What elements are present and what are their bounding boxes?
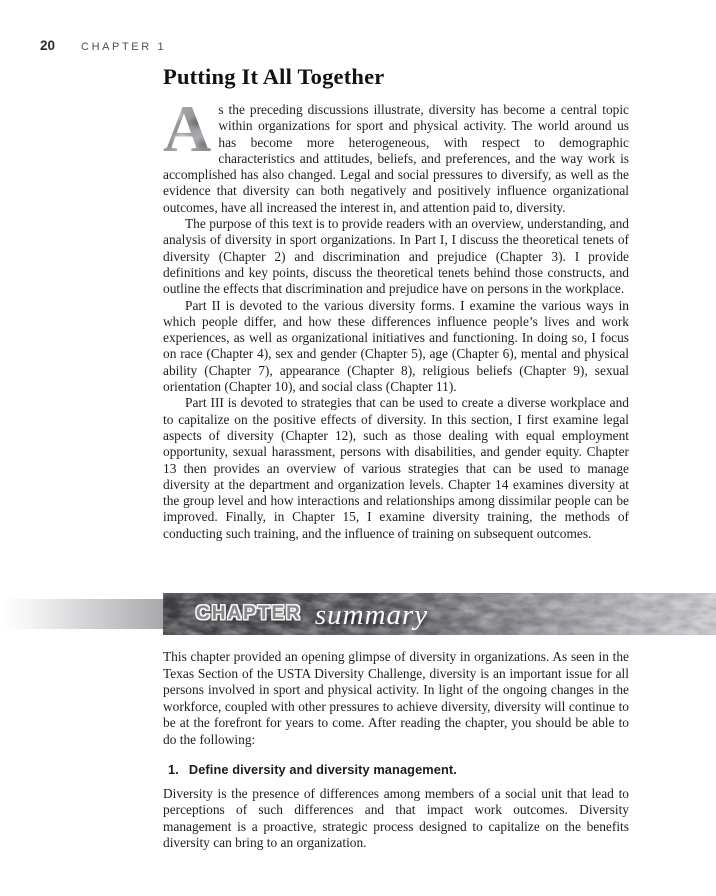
definition-paragraph: Diversity is the presence of differences among members of a social unit that lead to perceptions of such differences and that impact work outcomes. Diversity management is a proactive, strategic process designed to capitalize on the benefits diversity can bring to an organization.	[163, 785, 629, 851]
objective-number: 1.	[168, 761, 179, 777]
paragraph-1	[163, 92, 629, 216]
banner-marble-block	[163, 593, 716, 635]
banner-title	[196, 593, 428, 635]
running-head	[40, 38, 166, 53]
paragraph-2: The purpose of this text is to provide readers with an overview, understanding, and analysis of diversity in sport organizations. In Part I, I discuss the theoretical tenets of diversity (Chapter 2) and discrimination and prejudice (Chapter 3). I provide definitions and key points, discuss the theoretical tenets behind those constructs, and outline the effects that discrimination and prejudice have on persons in the workplace.	[163, 216, 629, 297]
learning-objective-item	[168, 762, 629, 777]
banner-summary-word: summary	[314, 598, 429, 631]
paragraph-1-text: s the preceding discussions illustrate, diversity has become a central topic within organizations for sport and physical activity. The world around us has become more heterogeneous, with respect to demographic characteristics and attitudes, beliefs, and preferences, and the way work is accomplished has also changed. Legal and social pressures to diversify, as well as the evidence that diversity can both negatively and positively influence organizational outcomes, have all increased the interest in, and attention paid to, diversity.	[163, 102, 629, 215]
chapter-label: CHAPTER 1	[81, 41, 167, 53]
article-content	[163, 64, 629, 542]
page-number: 20	[40, 38, 56, 53]
banner-gradient-strip	[0, 599, 163, 629]
paragraph-4: Part III is devoted to strategies that can be used to create a diverse workplace and to capitalize on the positive effects of diversity. In this section, I first examine legal aspects of diversity (Chapter 12), such as those dealing with equal employment opportunity, sexual harassment, persons with disabilities, and gender equity. Chapter 13 then provides an overview of various strategies that can be used to manage diversity at the department and organization levels. Chapter 14 examines diversity at the group level and how interactions and relationships among dissimilar people can be improved. Finally, in Chapter 15, I examine diversity training, the methods of conducting such training, and the influence of training on subsequent outcomes.	[163, 395, 629, 541]
dropcap-letter: A	[163, 92, 212, 166]
paragraph-3: Part II is devoted to the various diversity forms. I examine the various ways in which people differ, and how these differences influence people’s lives and work experiences, as well as organizational initiatives and functioning. In doing so, I focus on race (Chapter 4), sex and gender (Chapter 5), age (Chapter 6), mental and physical ability (Chapter 7), appearance (Chapter 8), religious beliefs (Chapter 9), sexual orientation (Chapter 10), and social class (Chapter 11).	[163, 297, 629, 395]
chapter-summary-banner	[0, 593, 716, 635]
section-title: Putting It All Together	[163, 64, 385, 89]
objective-text: Define diversity and diversity management.	[188, 761, 457, 777]
summary-intro-paragraph: This chapter provided an opening glimpse of diversity in organizations. As seen in the Texas Section of the USTA Diversity Challenge, diversity is an important issue for all persons involved in sport and physical activity. In light of the ongoing changes in the workforce, coupled with other pressures to achieve diversity, diversity will continue to be at the forefront for years to come. After reading the chapter, you should be able to do the following:	[163, 649, 629, 747]
banner-chapter-word: CHAPTER	[196, 603, 302, 624]
chapter-summary-section	[163, 649, 629, 852]
